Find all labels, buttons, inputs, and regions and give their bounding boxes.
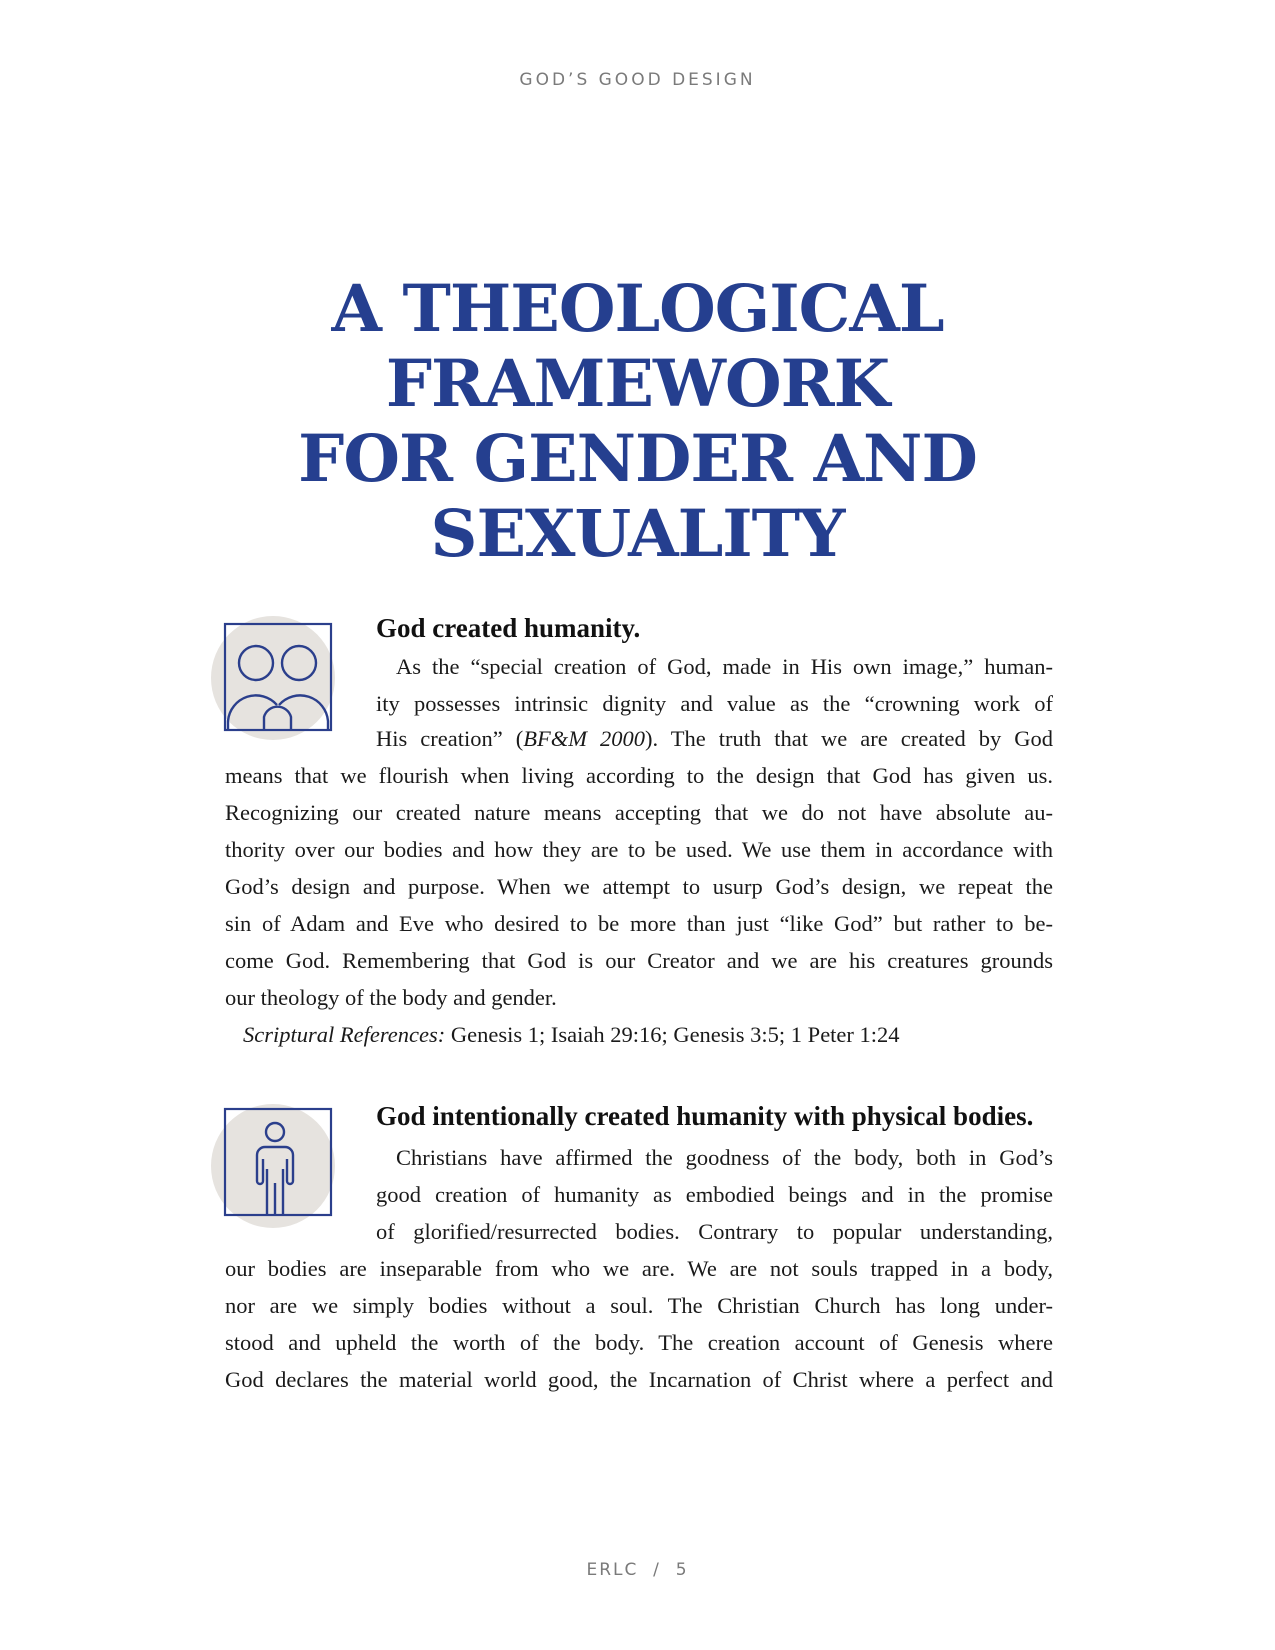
body-line: our bodies are inseparable from who we are. We are not souls trapped in a body,	[225, 1256, 1053, 1281]
section-heading: God intentionally created humanity with physical bodies.	[376, 1101, 1034, 1131]
body-line	[376, 720, 1053, 757]
title-line: A THEOLOGICAL	[331, 271, 944, 347]
body-line: thority over our bodies and how they are to be used. We use them in accordance with	[225, 837, 1053, 862]
section-created-humanity	[225, 613, 1053, 1047]
body-line: As the “special creation of God, made in His own image,” human-	[396, 654, 1053, 679]
body-line: God declares the material world good, the Incarnation of Christ where a perfect and	[225, 1367, 1053, 1392]
body-line: good creation of humanity as embodied beings and in the promise	[376, 1182, 1053, 1207]
references-text: Genesis 1; Isaiah 29:16; Genesis 3:5; 1 Peter 1:24	[445, 1022, 900, 1047]
body-line: sin of Adam and Eve who desired to be more than just “like God” but rather to be-	[225, 911, 1053, 936]
body-line: nor are we simply bodies without a soul. The Christian Church has long under-	[225, 1293, 1053, 1318]
title-line: FRAMEWORK	[385, 346, 890, 422]
body-line: our theology of the body and gender.	[225, 985, 557, 1010]
title-line: FOR GENDER AND	[298, 421, 977, 497]
body-text: ). The truth that we are created by God	[645, 726, 1053, 751]
body-line: Christians have affirmed the goodness of the body, both in God’s	[396, 1145, 1053, 1170]
title-line: SEXUALITY	[430, 496, 845, 572]
body-text: His creation” (	[376, 726, 524, 751]
page-footer: ERLC / 5	[586, 1560, 689, 1580]
person-icon	[211, 1101, 337, 1227]
body-line: means that we flourish when living according to the design that God has given us.	[225, 763, 1053, 788]
page-title	[0, 272, 1275, 572]
body-line: Recognizing our created nature means accepting that we do not have absolute au-	[225, 800, 1053, 825]
section-heading: God created humanity.	[376, 613, 641, 643]
two-people-icon	[211, 613, 337, 739]
body-line: ity possesses intrinsic dignity and value as the “crowning work of	[376, 691, 1053, 716]
running-head: GOD’S GOOD DESIGN	[519, 70, 756, 90]
scriptural-references	[243, 1016, 900, 1053]
body-line: come God. Remembering that God is our Creator and we are his creatures grounds	[225, 948, 1053, 973]
body-line: stood and upheld the worth of the body. The creation account of Genesis where	[225, 1330, 1053, 1355]
references-label: Scriptural References:	[243, 1022, 446, 1047]
body-line: of glorified/resurrected bodies. Contrary to popular understanding,	[376, 1219, 1053, 1244]
body-line: God’s design and purpose. When we attempt to usurp God’s design, we repeat the	[225, 874, 1053, 899]
bfm-citation: BF&M 2000	[523, 726, 645, 751]
section-physical-bodies	[225, 1101, 1053, 1433]
